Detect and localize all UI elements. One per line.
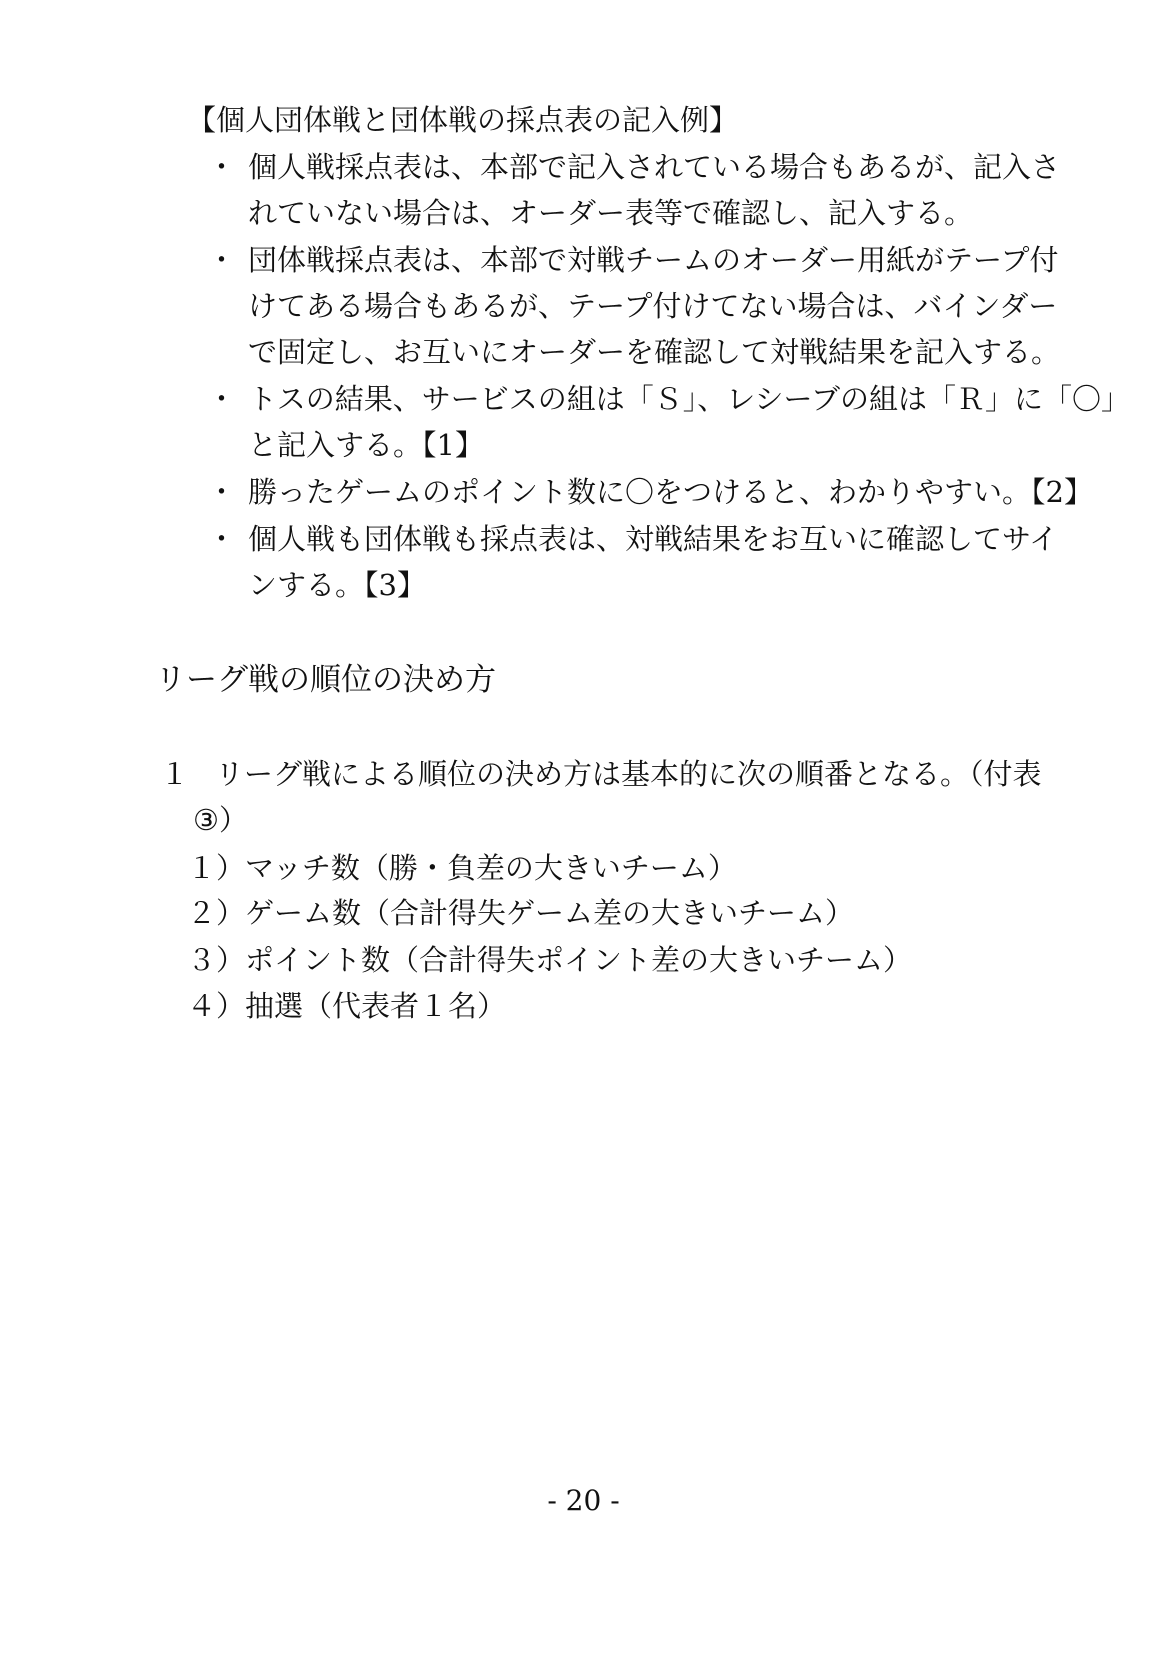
criteria-item-4: ４）抽選（代表者１名） (187, 989, 507, 1023)
bullet-4-line-1: 勝ったゲームのポイント数に〇をつけると、わかりやすい。【2】 (248, 475, 1093, 509)
bullet-1-line-1: 個人戦採点表は、本部で記入されている場合もあるが、記入さ (248, 150, 1061, 184)
bullet-5-line-1: 個人戦も団体戦も採点表は、対戦結果をお互いに確認してサイ (248, 522, 1058, 556)
criteria-item-2: ２）ゲーム数（合計得失ゲーム差の大きいチーム） (187, 896, 855, 930)
bullet-2-line-2: けてある場合もあるが、テープ付けてない場合は、バインダー (248, 289, 1058, 323)
bullet-1-line-2: れていない場合は、オーダー表等で確認し、記入する。 (248, 196, 974, 230)
bullet-dot: ・ (207, 382, 237, 416)
bullet-dot: ・ (207, 522, 237, 556)
criteria-item-3: ３）ポイント数（合計得失ポイント差の大きいチーム） (187, 943, 913, 977)
bullet-3-line-1: トスの結果、サービスの組は「Ｓ」、レシーブの組は「Ｒ」に「〇」 (248, 382, 1131, 416)
bullet-dot: ・ (207, 243, 237, 277)
bullet-3-line-2: と記入する。【1】 (248, 428, 484, 462)
rule-line-2: ③） (193, 803, 248, 837)
criteria-item-1: １）マッチ数（勝・負差の大きいチーム） (187, 851, 737, 885)
bullet-2-line-1: 団体戦採点表は、本部で対戦チームのオーダー用紙がテープ付 (248, 243, 1059, 277)
page-number: - 20 - (547, 1484, 620, 1517)
rule-number: １ (160, 757, 190, 791)
section-title: 【個人団体戦と団体戦の採点表の記入例】 (187, 103, 739, 137)
league-heading: リーグ戦の順位の決め方 (155, 662, 496, 698)
bullet-2-line-3: で固定し、お互いにオーダーを確認して対戦結果を記入する。 (248, 335, 1061, 369)
bullet-5-line-2: ンする。【3】 (248, 568, 426, 602)
rule-line-1: リーグ戦による順位の決め方は基本的に次の順番となる。（付表 (215, 757, 1042, 791)
bullet-dot: ・ (207, 150, 237, 184)
bullet-dot: ・ (207, 475, 237, 509)
